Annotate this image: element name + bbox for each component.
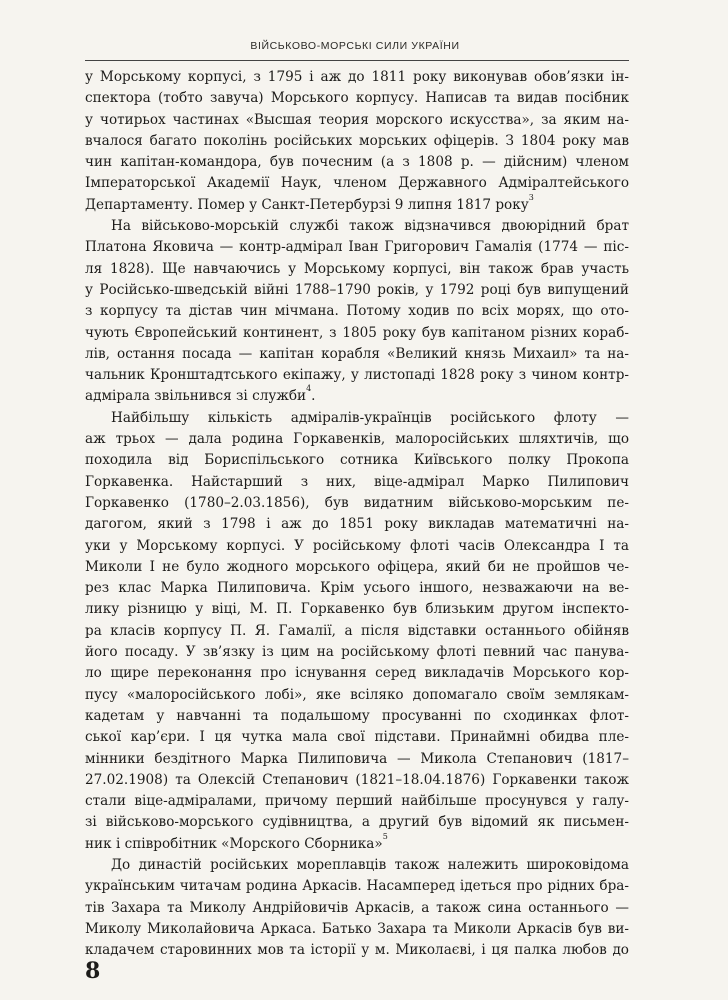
text-line	[85, 557, 629, 578]
body-text	[85, 67, 629, 961]
text-line-content: ля 1828). Ще навчаючись у Морському корпусі, він також брав участь	[85, 260, 629, 277]
text-line	[85, 599, 629, 620]
text-line	[85, 685, 629, 706]
text-line-content: ської кар’єри. І ця чутка мала свої підстави. Принаймні обидва пле-	[85, 729, 629, 746]
text-line-content: чин капітан-командора, був почесним (а з 1808 р. — дійсним) членом	[85, 154, 629, 171]
text-line	[85, 727, 629, 748]
text-line-content: вчалося багато поколінь російських морських офіцерів. З 1804 року мав	[85, 132, 629, 149]
text-line-content: адмірала звільнився зі служби	[85, 388, 307, 405]
text-line-content: уки у Морському корпусі. У російському флоті часів Олександра І та	[85, 537, 629, 554]
text-line-content: дагогом, який з 1798 і аж до 1851 року викладав математичні на-	[85, 516, 629, 533]
text-line	[85, 323, 629, 344]
text-line	[85, 237, 629, 258]
text-line	[85, 855, 629, 876]
text-line-content: тів Захара та Миколу Андрійовичів Аркасів, а також сина останнього —	[85, 899, 629, 916]
text-line	[85, 493, 629, 514]
text-line-content: Горкавенко (1780–2.03.1856), був видатним військово-морським пе-	[85, 494, 629, 511]
text-line	[85, 621, 629, 642]
running-header: ВІЙСЬКОВО-МОРСЬКІ СИЛИ УКРАЇНИ	[250, 40, 460, 52]
text-line	[85, 67, 629, 88]
text-line-content: з корпусу та дістав чин мічмана. Потому ходив по всіх морях, що ото-	[85, 303, 629, 320]
text-line	[85, 940, 629, 961]
text-line	[85, 216, 629, 237]
text-line	[85, 749, 629, 770]
text-line-content: походила від Бориспільського сотника Київського полку Прокопа	[85, 452, 629, 469]
text-line-content: мінники бездітного Марка Пилиповича — Микола Степанович (1817–	[85, 750, 629, 767]
text-line-content: Імператорської Академії Наук, членом Державного Адміралтейського	[85, 175, 629, 192]
text-line-content: ник і співробітник «Морского Сборника»	[85, 835, 383, 852]
text-line: адмірала звільнився зі служби$^4$.	[85, 384, 316, 405]
text-line-content: чальник Кронштадтського екіпажу, у листопаді 1828 року з чином контр-	[85, 367, 629, 384]
text-line-content: кадетам у навчанні та подальшому просуванні по сходинках флот-	[85, 707, 629, 724]
text-line	[85, 831, 629, 855]
text-line-content: лику різницю у віці, М. П. Горкавенко був близьким другом інспекто-	[85, 601, 629, 618]
text-line-content: аж трьох — дала родина Горкавенків, малоросійських шляхтичів, що	[85, 431, 629, 448]
text-line	[85, 791, 629, 812]
page-number: 8	[85, 958, 101, 984]
header-divider	[85, 60, 629, 61]
text-line-content: чують Європейський континент, з 1805 року був капітаном різних кораб-	[85, 324, 629, 341]
text-line-content: рез клас Марка Пилиповича. Крім усього іншого, незважаючи на ве-	[85, 580, 629, 597]
text-line-content: зі військово-морського судівництва, а другий був відомий як письмен-	[85, 814, 629, 831]
text-line	[85, 472, 629, 493]
text-line	[85, 706, 629, 727]
text-line-content: пусу «малоросійського лобі», яке всіляко допомагало своїм землякам-	[85, 686, 629, 703]
text-line-content: кладачем старовинних мов та історії у м. Миколаєві, і ця палка любов до	[85, 942, 629, 959]
text-line-content: спектора (тобто завуча) Морського корпусу. Написав та видав посібник	[85, 90, 629, 107]
text-line	[85, 365, 629, 386]
text-line-content: Департаменту. Помер у Санкт-Петербурзі 9 липня 1817 року	[85, 196, 529, 213]
text-line	[85, 514, 629, 535]
text-line-content: його посаду. У зв’язку із цим на російському флоті певний час панува-	[85, 644, 629, 661]
text-line	[85, 408, 629, 429]
text-line	[85, 131, 629, 152]
text-line	[85, 876, 629, 897]
text-line	[85, 536, 629, 557]
text-line	[85, 259, 629, 280]
text-line	[85, 450, 629, 471]
text-line	[85, 898, 629, 919]
text-line-content: лів, остання посада — капітан корабля «Великий князь Михаил» та на-	[85, 345, 629, 362]
text-line-content: На військово-морській службі також відзначився двоюрідний брат	[111, 218, 629, 235]
text-line-content: Платона Яковича — контр-адмірал Іван Григорович Гамалія (1774 — піс-	[85, 239, 629, 256]
text-line	[85, 173, 629, 194]
text-line	[85, 578, 629, 599]
text-line-content: Миколу Миколайовича Аркаса. Батько Захара та Миколи Аркасів був ви-	[85, 920, 629, 937]
text-line-content: ра класів корпусу П. Я. Гамалії, а після відставки останнього обійняв	[85, 622, 629, 639]
text-line	[85, 429, 629, 450]
text-line-content: До династій російських мореплавців також належить широковідома	[111, 856, 629, 873]
text-line-content: 27.02.1908) та Олексій Степанович (1821–18.04.1876) Горкавенки також	[85, 771, 629, 788]
text-line	[85, 663, 629, 684]
text-line	[85, 88, 629, 109]
text-line	[85, 152, 629, 173]
text-line-content: у Російсько-шведській війні 1788–1790 років, у 1792 році був випущений	[85, 281, 629, 298]
text-line	[85, 192, 629, 216]
text-line	[85, 301, 629, 322]
text-line-content: у чотирьох частинах «Высшая теория морского искусства», за яким на-	[85, 111, 629, 128]
text-line-content: Миколи І не було жодного морського офіцера, який би не пройшов че-	[85, 558, 629, 575]
text-line-content: ло щире переконання про існування серед викладачів Морського кор-	[85, 665, 629, 682]
text-line	[85, 110, 629, 131]
text-line-content: стали віце-адміралами, причому перший найбільше просунувся у галу-	[85, 793, 629, 810]
text-line-content: у Морському корпусі, з 1795 і аж до 1811 року виконував обов’язки ін-	[85, 69, 629, 85]
text-line	[85, 344, 629, 365]
footnote-marker: 4	[306, 384, 312, 394]
text-line	[85, 770, 629, 791]
text-line	[85, 812, 629, 833]
text-line	[85, 642, 629, 663]
text-line-content: Найбільшу кількість адміралів-українців російського флоту —	[111, 409, 629, 426]
footnote-marker: 5	[382, 831, 388, 841]
footnote-marker: 3	[528, 192, 534, 202]
text-line-content: Горкавенка. Найстарший з них, віце-адмірал Марко Пилипович	[85, 473, 629, 490]
text-line	[85, 280, 629, 301]
text-line-content: українським читачам родина Аркасів. Насамперед ідеться про рідних бра-	[85, 878, 629, 895]
text-line	[85, 919, 629, 940]
